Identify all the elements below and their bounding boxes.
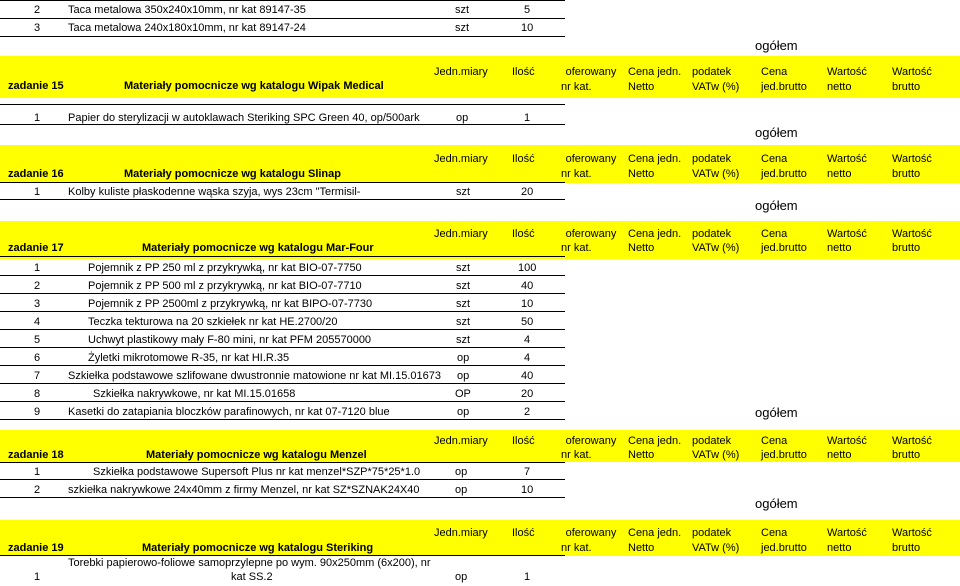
row-no: 5 (34, 334, 41, 346)
col-price-2: Netto (628, 168, 655, 180)
col-tax: podatek (692, 153, 732, 165)
row-desc-line1: Torebki papierowo-foliowe samoprzylepne po wym. 90x250mm (6x200), nr (68, 557, 431, 569)
row-unit: szt (456, 334, 471, 346)
col-value-gross-2: brutto (892, 168, 921, 180)
col-offered-2: nr kat. (561, 168, 592, 180)
col-gross: Cena (761, 527, 788, 539)
row-no: 9 (34, 406, 41, 418)
col-price-2: Netto (628, 449, 655, 461)
row-desc: Pojemnik z PP 500 ml z przykrywką, nr kat BIO-07-7710 (88, 280, 362, 292)
col-gross-2: jed.brutto (761, 449, 807, 461)
col-qty: Ilość (512, 66, 535, 78)
row-unit: op (457, 352, 470, 364)
task-label: zadanie 18 (8, 449, 64, 461)
col-qty: Ilość (512, 435, 535, 447)
row-qty: 5 (524, 4, 531, 16)
col-gross: Cena (761, 435, 788, 447)
row-no: 3 (34, 22, 41, 34)
row-desc: Szkiełka podstawowe Supersoft Plus nr kat menzel*SZP*75*25*1.0 (93, 466, 421, 478)
rule (0, 311, 565, 312)
row-desc: szkiełka nakrywkowe 24x40mm z firmy Menzel, nr kat SZ*SZNAK24X40 (68, 484, 420, 496)
col-value-gross: Wartość (892, 435, 932, 447)
col-value-gross-2: brutto (892, 81, 921, 93)
col-value-gross-2: brutto (892, 242, 921, 254)
rule (0, 555, 565, 556)
rule (0, 182, 565, 183)
col-value-net: Wartość (827, 527, 867, 539)
row-unit: szt (456, 298, 471, 310)
total-label: ogółem (755, 405, 798, 420)
row-qty: 50 (521, 316, 534, 328)
col-value-gross: Wartość (892, 153, 932, 165)
row-qty: 20 (521, 388, 534, 400)
rule (0, 401, 565, 402)
rule (0, 329, 565, 330)
col-value-net: Wartość (827, 66, 867, 78)
col-value-net: Wartość (827, 153, 867, 165)
row-unit: szt (455, 4, 470, 16)
row-no: 6 (34, 352, 41, 364)
row-unit: OP (455, 388, 471, 400)
row-desc: Taca metalowa 350x240x10mm, nr kat 89147-35 (68, 4, 306, 16)
row-qty: 40 (521, 370, 534, 382)
col-gross-2: jed.brutto (761, 242, 807, 254)
row-unit: op (455, 466, 468, 478)
rule (0, 347, 565, 348)
rule (0, 18, 565, 19)
col-tax: podatek (692, 228, 732, 240)
row-qty: 10 (521, 484, 534, 496)
col-tax-2: VATw (%) (692, 168, 740, 180)
col-price: Cena jedn. (628, 153, 682, 165)
rule (0, 365, 565, 366)
row-desc: Kolby kuliste płaskodenne wąska szyja, wys 23cm "Termisil- (68, 186, 361, 198)
col-value-net-2: netto (827, 168, 852, 180)
row-unit: szt (456, 316, 471, 328)
col-qty: Ilość (512, 527, 535, 539)
row-no: 4 (34, 316, 41, 328)
row-unit: szt (456, 262, 471, 274)
col-offered: oferowany (565, 66, 617, 78)
row-unit: op (457, 370, 470, 382)
row-no: 7 (34, 370, 41, 382)
row-unit: op (455, 571, 468, 583)
row-qty: 20 (521, 186, 534, 198)
col-tax-2: VATw (%) (692, 81, 740, 93)
row-qty: 4 (524, 334, 531, 346)
rule (0, 383, 565, 384)
col-tax-2: VATw (%) (692, 449, 740, 461)
row-qty: 100 (518, 262, 537, 274)
row-qty: 1 (524, 112, 531, 124)
rule (0, 124, 565, 125)
col-gross: Cena (761, 153, 788, 165)
total-label: ogółem (755, 496, 798, 511)
row-no: 2 (34, 4, 41, 16)
col-price-2: Netto (628, 542, 655, 554)
row-unit: op (457, 406, 470, 418)
task-title: Materiały pomocnicze wg katalogu Wipak Medical (124, 80, 384, 92)
row-qty: 7 (524, 466, 531, 478)
row-no: 8 (34, 388, 41, 400)
row-qty: 4 (524, 352, 531, 364)
col-value-net-2: netto (827, 242, 852, 254)
row-qty: 1 (524, 571, 531, 583)
col-offered-2: nr kat. (561, 242, 592, 254)
row-desc-line2: kat SS.2 (231, 571, 273, 583)
row-qty: 2 (524, 406, 531, 418)
col-gross-2: jed.brutto (761, 542, 807, 554)
col-offered-2: nr kat. (561, 81, 592, 93)
total-label: ogółem (755, 125, 798, 140)
row-qty: 10 (521, 298, 534, 310)
task-title: Materiały pomocnicze wg katalogu Menzel (146, 449, 367, 461)
col-tax: podatek (692, 435, 732, 447)
row-desc: Uchwyt plastikowy mały F-80 mini, nr kat PFM 205570000 (88, 334, 372, 346)
rule (0, 104, 565, 105)
col-value-gross-2: brutto (892, 542, 921, 554)
col-gross-2: jed.brutto (761, 168, 807, 180)
col-price: Cena jedn. (628, 527, 682, 539)
rule (0, 293, 565, 294)
col-offered: oferowany (565, 435, 617, 447)
row-desc: Pojemnik z PP 2500ml z przykrywką, nr kat BIPO-07-7730 (88, 298, 373, 310)
row-desc: Szkiełka nakrywkowe, nr kat MI.15.01658 (93, 388, 296, 400)
col-unit: Jedn.miary (434, 228, 488, 240)
col-gross: Cena (761, 66, 788, 78)
rule (0, 497, 565, 498)
rule (0, 256, 565, 257)
row-unit: szt (456, 280, 471, 292)
row-unit: szt (455, 22, 470, 34)
task-label: zadanie 17 (8, 242, 64, 254)
col-tax: podatek (692, 527, 732, 539)
rule (0, 419, 565, 420)
row-qty: 40 (521, 280, 534, 292)
rule (0, 275, 565, 276)
total-label: ogółem (755, 38, 798, 53)
row-desc: Kasetki do zatapiania bloczków parafinowych, nr kat 07-7120 blue (68, 406, 390, 418)
col-value-net-2: netto (827, 542, 852, 554)
row-no: 1 (34, 571, 41, 583)
col-unit: Jedn.miary (434, 435, 488, 447)
col-value-net: Wartość (827, 435, 867, 447)
row-unit: op (456, 112, 469, 124)
row-unit: op (455, 484, 468, 496)
col-unit: Jedn.miary (434, 153, 488, 165)
row-no: 1 (34, 262, 41, 274)
row-unit: szt (456, 186, 471, 198)
row-desc: Szkiełka podstawowe szlifowane dwustronnie matowione nr kat MI.15.01673 (68, 370, 441, 382)
col-unit: Jedn.miary (434, 66, 488, 78)
col-value-net-2: netto (827, 81, 852, 93)
col-value-gross-2: brutto (892, 449, 921, 461)
col-offered: oferowany (565, 527, 617, 539)
col-qty: Ilość (512, 153, 535, 165)
row-desc: Papier do sterylizacji w autoklawach Steriking SPC Green 40, op/500ark (68, 112, 420, 124)
row-desc: Taca metalowa 240x180x10mm, nr kat 89147-24 (68, 22, 306, 34)
task-label: zadanie 16 (8, 168, 64, 180)
col-tax-2: VATw (%) (692, 542, 740, 554)
col-offered-2: nr kat. (561, 449, 592, 461)
col-unit: Jedn.miary (434, 527, 488, 539)
row-desc: Pojemnik z PP 250 ml z przykrywką, nr kat BIO-07-7750 (88, 262, 362, 274)
total-label: ogółem (755, 198, 798, 213)
task-title: Materiały pomocnicze wg katalogu Steriking (142, 542, 374, 554)
row-qty: 10 (521, 22, 534, 34)
col-offered-2: nr kat. (561, 542, 592, 554)
col-value-gross: Wartość (892, 66, 932, 78)
col-value-net: Wartość (827, 228, 867, 240)
row-no: 1 (34, 186, 41, 198)
row-desc: Teczka tekturowa na 20 szkiełek nr kat HE.2700/20 (88, 316, 338, 328)
row-no: 2 (34, 280, 41, 292)
rule (0, 462, 565, 463)
col-price: Cena jedn. (628, 435, 682, 447)
col-offered: oferowany (565, 228, 617, 240)
rule (0, 0, 565, 1)
row-no: 3 (34, 298, 41, 310)
col-gross: Cena (761, 228, 788, 240)
col-price: Cena jedn. (628, 66, 682, 78)
row-desc: Żyletki mikrotomowe R-35, nr kat HI.R.35 (88, 352, 290, 364)
task-title: Materiały pomocnicze wg katalogu Mar-Four (142, 242, 374, 254)
col-offered: oferowany (565, 153, 617, 165)
col-value-gross: Wartość (892, 527, 932, 539)
task-label: zadanie 19 (8, 542, 64, 554)
col-price-2: Netto (628, 81, 655, 93)
row-no: 1 (34, 112, 41, 124)
row-no: 1 (34, 466, 41, 478)
task-title: Materiały pomocnicze wg katalogu Slinap (124, 168, 341, 180)
col-tax-2: VATw (%) (692, 242, 740, 254)
col-value-net-2: netto (827, 449, 852, 461)
col-value-gross: Wartość (892, 228, 932, 240)
col-price: Cena jedn. (628, 228, 682, 240)
rule (0, 479, 565, 480)
col-gross-2: jed.brutto (761, 81, 807, 93)
col-tax: podatek (692, 66, 732, 78)
rule (0, 199, 565, 200)
col-qty: Ilość (512, 228, 535, 240)
task-label: zadanie 15 (8, 80, 64, 92)
col-price-2: Netto (628, 242, 655, 254)
row-no: 2 (34, 484, 41, 496)
rule (0, 36, 565, 37)
